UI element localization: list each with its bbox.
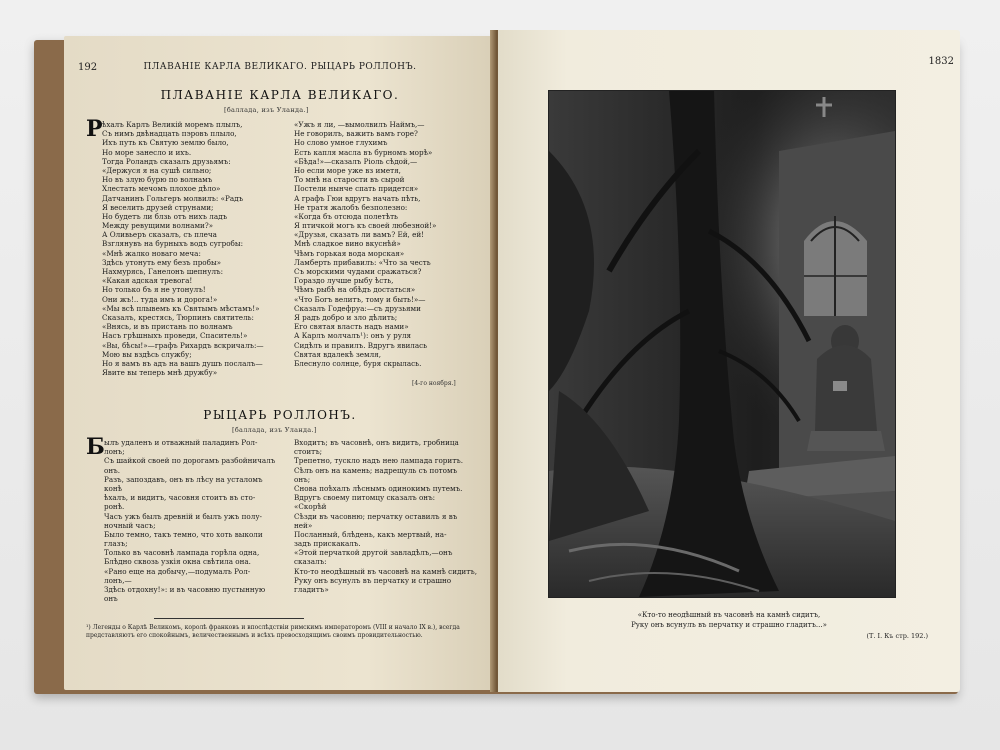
- poem-line: Съ нимъ двѣнадцать пэровъ плыло,: [102, 129, 237, 139]
- illustration-caption: [528, 610, 930, 630]
- illustration-knight-chapel: [548, 90, 896, 598]
- poem-subtitle-1: [баллада, изъ Уланда.]: [224, 106, 309, 114]
- poem-line: «Ужъ я ли, —вымолвилъ Наймъ,—: [294, 120, 425, 129]
- poem-line: ылъ удаленъ и отважный паладинъ Рол-: [104, 438, 258, 447]
- poem-line: Между ревущими волнами?»: [102, 221, 214, 231]
- poem-line: А Оливьеръ сказалъ, съ плеча: [102, 230, 217, 240]
- poem-line: А графъ Гюи вдругъ начать пѣть,: [294, 193, 421, 203]
- poem1-date: [4-го ноября.]: [412, 380, 456, 387]
- poem2-column-2: [294, 438, 477, 594]
- poem-line: Здѣсь утонуть ему безъ пробы»: [102, 257, 222, 267]
- poem-line: Мнѣ сладкое вино вкуснѣй»: [294, 239, 401, 249]
- poem-line: «Мы всѣ плывемъ къ Святымъ мѣстамъ!»: [102, 303, 260, 313]
- poem-line: Я птичкой могъ къ своей любезной!»: [294, 221, 437, 231]
- poem-line: Блѣдно сквозь узкія окна свѣтила она.: [104, 557, 251, 567]
- poem1-column-1: [102, 120, 264, 377]
- poem-line: Трепетно, тускло надъ нею лампада горитъ.: [294, 456, 464, 466]
- running-head-text: ПЛАВАНІЕ КАРЛА ВЕЛИКАГО. РЫЦАРЬ РОЛЛОНЪ.: [143, 62, 417, 72]
- poem-line: «Держуся я на сушѣ сильно;: [102, 165, 212, 175]
- poem-line: Снова поѣхалъ лѣснымъ одинокимъ путемъ.: [294, 483, 463, 493]
- poem-line: лонъ;: [104, 447, 125, 457]
- poem-line: Но будетъ ли блзь отъ нихъ ладъ: [102, 211, 228, 221]
- poem-line: «Вы, бѣсы!»—графъ Рихардъ вскричалъ:—: [102, 340, 264, 350]
- poem-line: Съ морскими чудами сражаться?: [294, 267, 422, 276]
- poem-line: Святая вдалекѣ земля,: [294, 349, 381, 359]
- poem-line: ѣхалъ, и видитъ, часовня стоитъ въ сто-: [104, 493, 256, 503]
- caption-line-2: Руку онъ всунулъ въ перчатку и страшно гладитъ...»: [631, 621, 827, 629]
- poem-subtitle-2: [баллада, изъ Уланда.]: [232, 426, 317, 434]
- poem-line: онъ: [104, 594, 118, 604]
- poem-line: ронѣ.: [104, 502, 125, 512]
- poem-line: «Друзья, сказать ли вамъ? Ей, ей!: [294, 230, 425, 240]
- poem-line: Не говорилъ, важить вамъ горе?: [294, 129, 418, 139]
- poem-line: «Этой перчаткой другой завладѣлъ,—онъ: [294, 548, 453, 558]
- poem-line: Ихъ путь къ Святую землю было,: [102, 138, 229, 148]
- poem2-column-1: [104, 438, 275, 603]
- poem-line: Ламберть прибавилъ: «Что за честь: [294, 257, 431, 267]
- poem-title-2: РЫЦАРЬ РОЛЛОНЪ.: [203, 408, 357, 422]
- left-page-number: 192: [78, 62, 98, 73]
- poem-title-1: ПЛАВАНІЕ КАРЛА ВЕЛИКАГО.: [160, 88, 400, 102]
- poem-line: Разъ, запоздавъ, онъ въ лѣсу на усталомъ: [104, 474, 263, 484]
- poem-line: «Когда бъ отсюда полетѣть: [294, 211, 398, 221]
- poem-line: Только въ часовнѣ лампада горѣла одна,: [104, 548, 260, 558]
- poem-line: Руку онъ всунулъ въ перчатку и страшно: [294, 575, 452, 585]
- poem-line: ночный часъ;: [104, 520, 156, 530]
- poem-line: Гораздо лучше рыбу ѣсть,: [294, 276, 394, 286]
- poem-line: Сказалъ Годефруа:—съ друзьями: [294, 303, 421, 313]
- poem-line: Явите вы теперь мнѣ дружбу»: [102, 368, 218, 378]
- poem-line: Кто-то неодѣшный въ часовнѣ на камнѣ сидитъ,: [294, 566, 478, 576]
- poem-line: глазъ;: [104, 539, 128, 549]
- poem-line: Сидѣлъ и правилъ. Вдругъ явилась: [294, 340, 428, 350]
- poem-line: Но если море уже вз иметя,: [294, 165, 401, 175]
- drop-cap-b: Б: [86, 434, 105, 460]
- poem-line: «Какая адская тревога!: [102, 276, 193, 286]
- poem-line: Блеснуло солнце, буря скрылась.: [294, 358, 422, 368]
- poem-line: Насъ грѣшныхъ проведи, Спаситель!»: [102, 331, 248, 341]
- poem-line: сказалъ:: [294, 557, 327, 567]
- poem-line: Съ шайкой своей по дорогамъ разбойничалъ: [104, 456, 276, 466]
- open-book: [34, 26, 962, 696]
- poem-line: онъ;: [294, 474, 311, 484]
- poem-line: Сѣлъ онъ на камень; надрещуль съ потомъ: [294, 465, 458, 475]
- footnote-rule: [154, 618, 304, 619]
- poem-line: Я радъ добро и зло дѣлить;: [294, 312, 398, 322]
- poem-line: Но слово умное глухимъ: [294, 138, 388, 148]
- poem-line: Было темно, такъ темно, что хоть выколи: [104, 529, 263, 539]
- drop-cap-r: Р: [86, 116, 103, 142]
- poem-line: «Скорѣй: [294, 502, 327, 512]
- poem-line: Вдругъ своему питомцу сказалъ онъ:: [294, 493, 436, 503]
- poem-line: Но море занесло и ихъ.: [102, 147, 192, 157]
- caption-reference: (Т. I. Къ стр. 192.): [866, 632, 928, 640]
- right-page: [498, 30, 960, 692]
- poem-line: лонъ,—: [104, 575, 132, 585]
- poem-line: Я веселить друзей струнами;: [102, 202, 214, 212]
- poem-line: Они жъ!.. туда имъ и дорога!»: [102, 294, 218, 304]
- poem-line: А Карлъ молчалъ¹): онъ у руля: [294, 331, 412, 341]
- poem-line: Постели нынче спать придется»: [294, 184, 419, 194]
- poem-line: «Рано еще на добычу,—подумалъ Рол-: [104, 566, 251, 576]
- poem-line: гладитъ»: [294, 585, 329, 594]
- poem-line: Есть капля масла въ бурномъ морѣ»: [294, 147, 433, 157]
- poem-line: Чѣмъ горькая вода морская»: [294, 248, 405, 258]
- poem-line: ней»: [294, 520, 313, 530]
- poem-line: Хлестать мечомъ плохое дѣло»: [102, 184, 221, 194]
- poem-line: Здѣсь отдохну!»: и въ часовню пустынную: [104, 585, 266, 594]
- poem-line: Сказалъ, крестясь, Тюрпинъ святитель:: [102, 312, 254, 322]
- illustration-art: [549, 91, 895, 597]
- poem-line: Но я вамъ въ адъ на вашъ душъ послалъ—: [102, 358, 263, 368]
- poem-line: Входитъ; въ часовнѣ, онъ видитъ, гробница: [294, 438, 459, 447]
- left-page: [64, 36, 496, 690]
- poem-line: задъ прискакалъ.: [294, 539, 361, 549]
- poem-line: конѣ: [104, 483, 122, 493]
- poem-line: «Мнѣ жалко новаго меча:: [102, 248, 201, 258]
- right-page-number: 1832: [928, 56, 954, 67]
- poem-line: Мою вы вздѣсь службу;: [102, 349, 192, 359]
- poem-line: онъ.: [104, 465, 120, 475]
- poem-line: Тогда Роландъ сказалъ друзьямъ:: [102, 156, 231, 166]
- poem-line: Но только бъ я не утонулъ!: [102, 285, 206, 295]
- footnote: ¹) Легенды о Карлѣ Великомъ, королѣ франковъ и впослѣдствіи римскимъ императоромъ (VIII и начало IX в.), всегда представляютъ его спокойнымъ, величественнымъ и всѣхъ превосходящимъ своимъ провидительностью.: [86, 624, 460, 639]
- right-running-head: [512, 56, 954, 70]
- poem-line: Его святая власть надъ нами»: [294, 322, 409, 332]
- poem-line: Взглянувъ на бурныхъ водъ сугробы:: [102, 239, 244, 249]
- caption-line-1: «Кто-то неодѣшный въ часовнѣ на камнѣ сидитъ,: [637, 611, 821, 619]
- poem-line: Чѣмъ рыбѣ на обѣдъ достаться»: [294, 285, 416, 295]
- poem-line: стоитъ;: [294, 447, 323, 457]
- poem-line: Сѣзди въ часовню; перчатку оставилъ я въ: [294, 511, 458, 521]
- poem-line: «Что Богъ велитъ, тому и быть!»—: [294, 294, 426, 304]
- poem-line: Не тратя жалобъ безполезно:: [294, 202, 408, 212]
- poem-line: Часъ ужъ былъ древній и былъ ужъ полу-: [104, 511, 262, 521]
- poem-line: Посланный, блѣдень, какъ мертвый, на-: [294, 529, 447, 539]
- poem-line: Но въ злую бурю по волнамъ: [102, 175, 213, 185]
- poem-line: «Бѣда!»—сказалъ Ріоль сѣдой,—: [294, 156, 418, 166]
- poem-line: «Внясь, и въ пристань по волнамъ: [102, 322, 233, 332]
- poem-line: ѣхалъ Карлъ Великій моремъ плылъ,: [102, 120, 243, 129]
- poem1-column-2: [294, 120, 436, 368]
- poem-line: Датчанинъ Гольгеръ молвилъ: «Радъ: [102, 193, 244, 203]
- left-running-head: [78, 62, 482, 76]
- poem-line: То мнѣ на старости въ сырой: [294, 175, 405, 185]
- poem-line: Нахмурясь, Ганелонъ шепнулъ:: [102, 267, 224, 276]
